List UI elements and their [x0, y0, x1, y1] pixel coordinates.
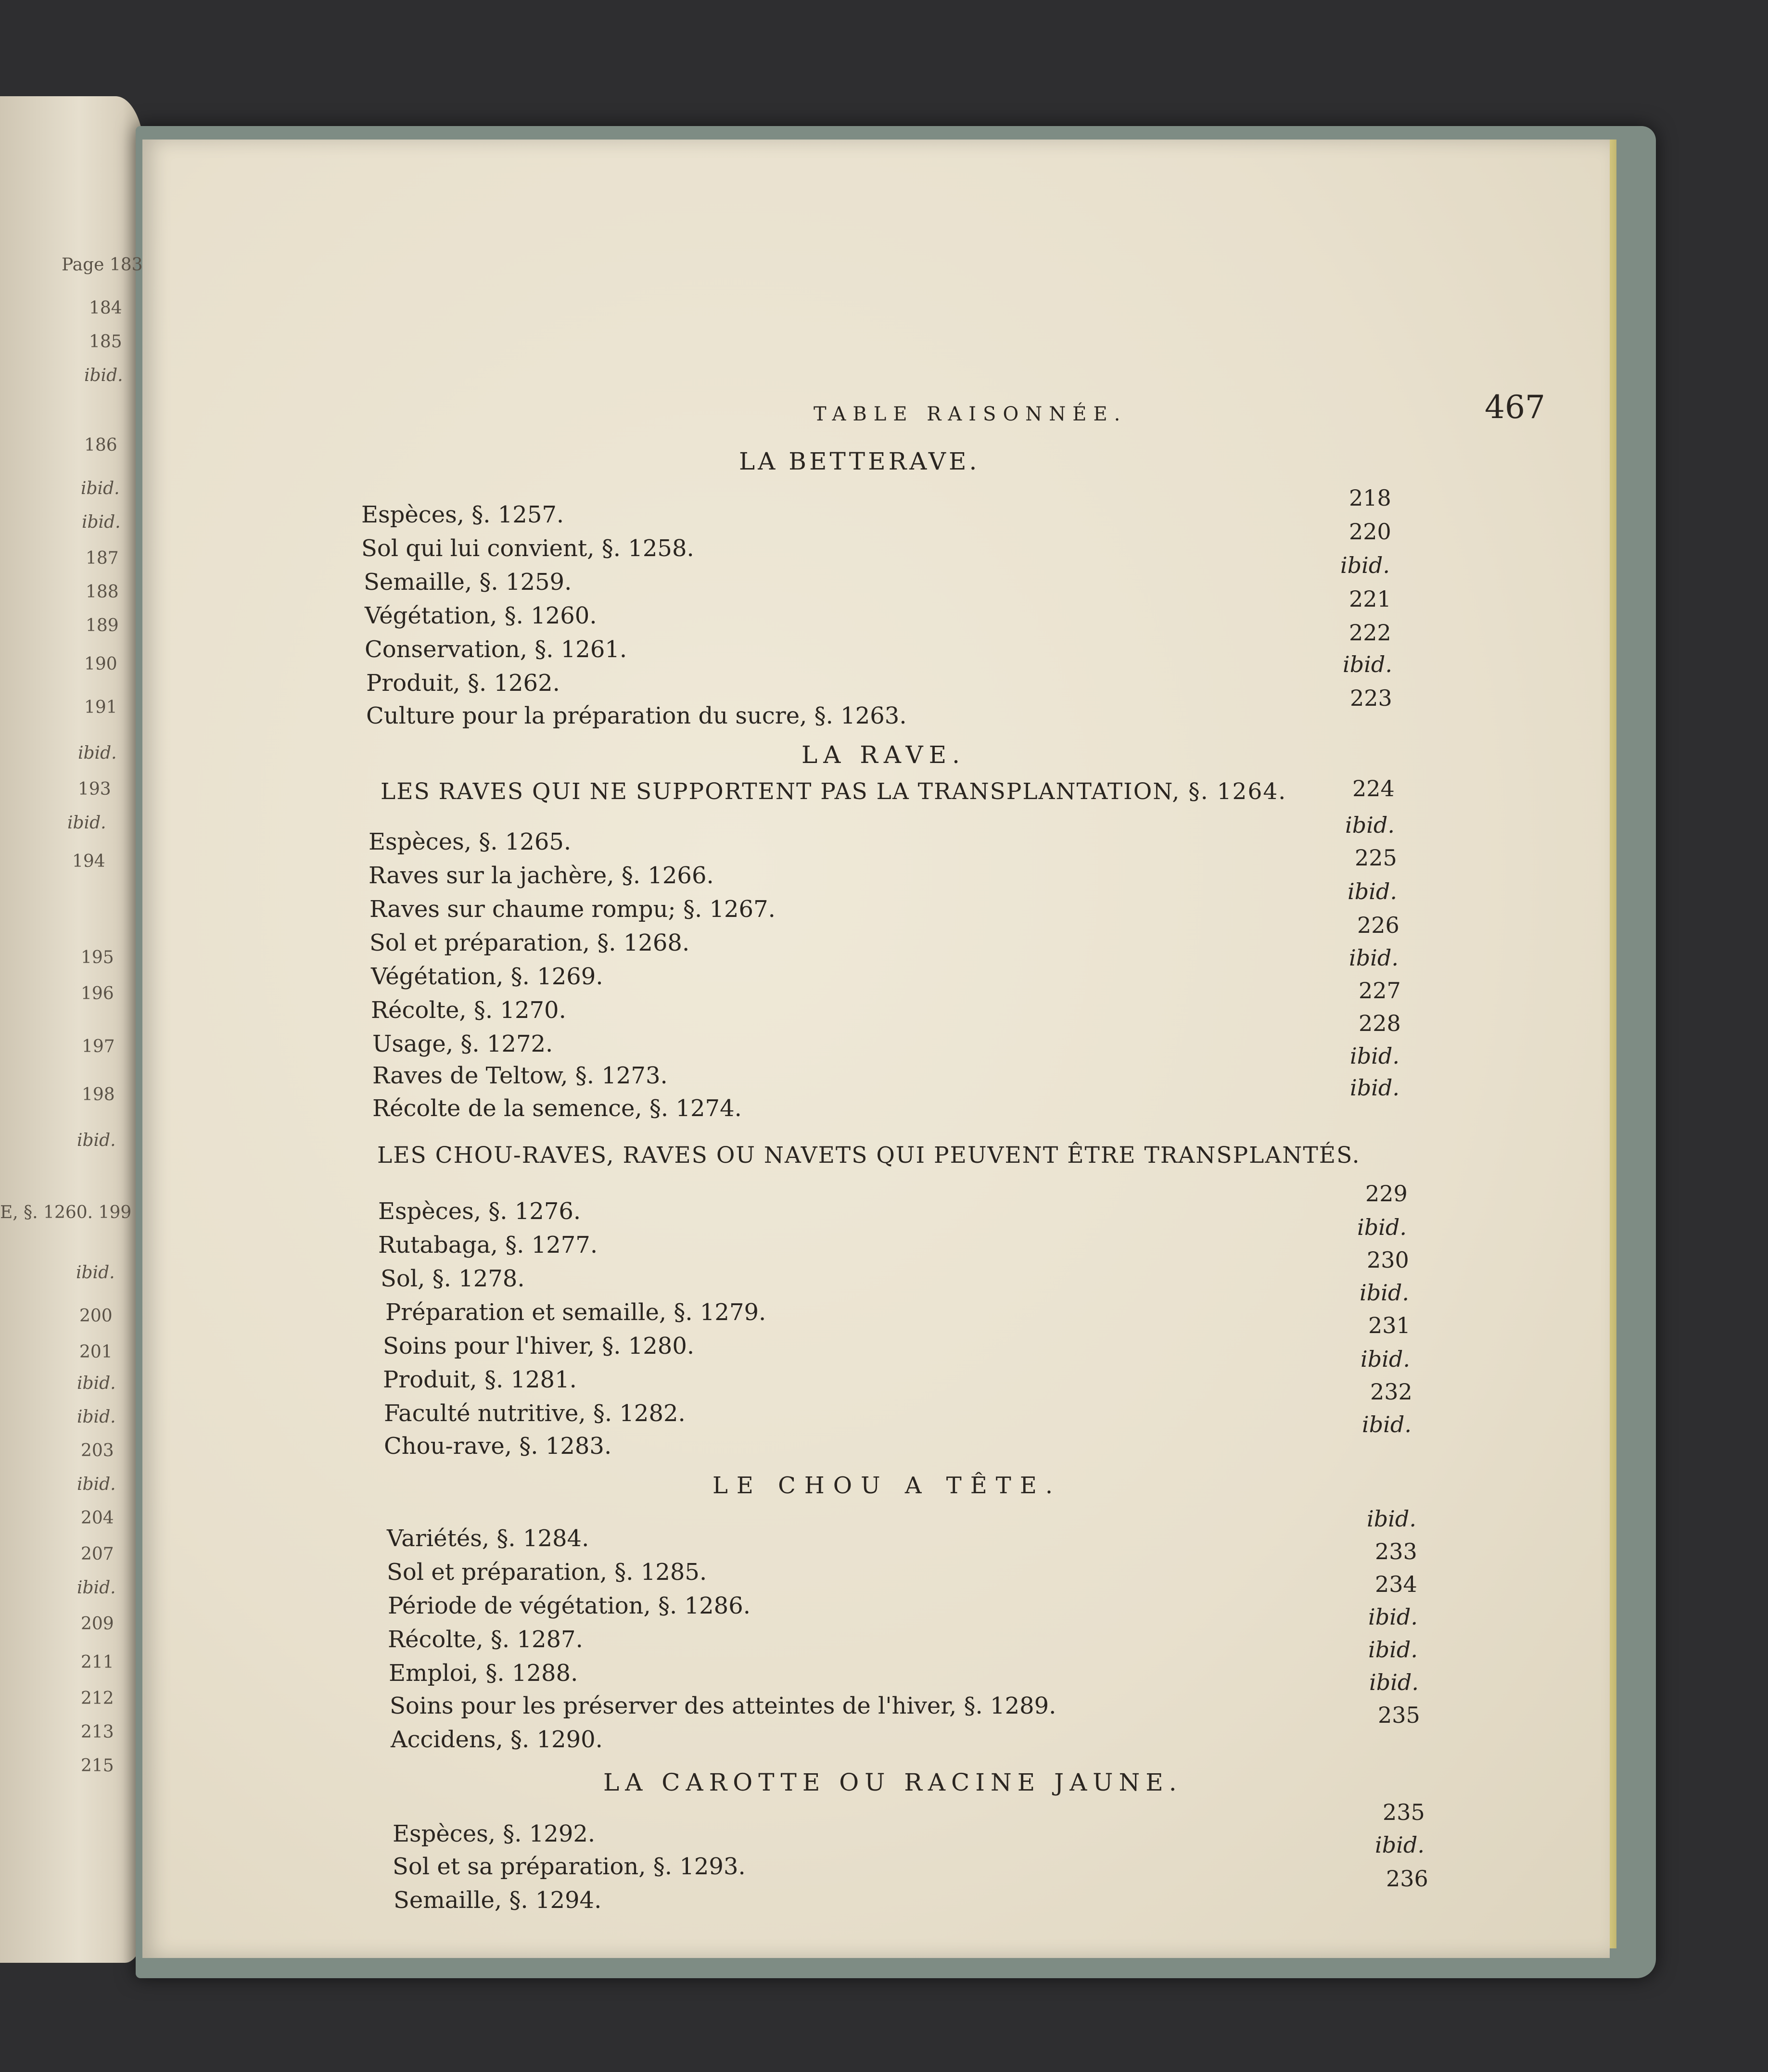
entry-page-ref: 235: [1383, 1799, 1425, 1825]
entry-page-ref: ibid.: [1368, 1604, 1418, 1630]
index-entry: Sol qui lui convient, §. 1258.: [361, 535, 694, 562]
previous-page-number: 213: [81, 1722, 114, 1742]
previous-page-number: ibid.: [77, 1131, 116, 1150]
index-entry: Récolte de la semence, §. 1274.: [372, 1095, 742, 1122]
previous-page-number: ibid.: [76, 1263, 115, 1283]
previous-page-number: 203: [81, 1441, 114, 1461]
previous-page-number: 196: [81, 984, 114, 1004]
previous-page-number: 207: [81, 1544, 114, 1564]
index-entry: Produit, §. 1262.: [366, 670, 560, 697]
previous-page-number: 201: [79, 1342, 113, 1362]
section-heading: LA CAROTTE OU RACINE JAUNE.: [603, 1768, 1183, 1796]
index-entry: Espèces, §. 1257.: [361, 501, 564, 528]
section-heading: LA BETTERAVE.: [739, 447, 980, 475]
entry-page-ref: ibid.: [1368, 1637, 1418, 1663]
section-subheading: LES RAVES QUI NE SUPPORTENT PAS LA TRANSPLANTATION, §. 1264.: [381, 778, 1287, 805]
entry-page-ref: ibid.: [1348, 878, 1397, 904]
previous-page-number: 187: [86, 548, 119, 568]
entry-page-ref: 228: [1359, 1010, 1401, 1036]
previous-page-number: 212: [81, 1689, 114, 1708]
section-heading: LE CHOU A TÊTE.: [712, 1472, 1062, 1499]
previous-page-number: Page 183: [62, 255, 143, 275]
previous-page-number: 198: [82, 1085, 115, 1105]
index-entry: Raves de Teltow, §. 1273.: [372, 1062, 668, 1089]
running-head: TABLE RAISONNÉE.: [814, 403, 1127, 425]
previous-page-number: 186: [84, 435, 117, 455]
entry-page-ref: 227: [1359, 978, 1401, 1004]
entry-page-ref: 231: [1368, 1312, 1411, 1338]
subheading-page-ref: 224: [1352, 775, 1395, 801]
previous-page-number: 209: [81, 1614, 114, 1634]
index-entry: Espèces, §. 1265.: [369, 828, 572, 855]
entry-page-ref: 232: [1370, 1379, 1412, 1405]
entry-page-ref: 235: [1378, 1702, 1420, 1728]
index-entry: Semaille, §. 1294.: [394, 1887, 602, 1914]
previous-page-number: 194: [72, 852, 105, 871]
index-entry: Variétés, §. 1284.: [387, 1525, 589, 1552]
previous-page-number: 185: [89, 332, 122, 352]
index-entry: Sol, §. 1278.: [381, 1265, 525, 1292]
index-entry: Végétation, §. 1269.: [371, 963, 603, 990]
entry-page-ref: 222: [1349, 620, 1391, 646]
previous-page-number: 189: [86, 616, 119, 636]
index-entry: Récolte, §. 1270.: [371, 997, 566, 1024]
section-heading: LES CHOU-RAVES, RAVES OU NAVETS QUI PEUVENT ÊTRE TRANSPLANTÉS.: [377, 1142, 1361, 1169]
index-entry: Sol et préparation, §. 1268.: [369, 929, 690, 956]
previous-page-number: 204: [81, 1508, 114, 1528]
index-entry: Soins pour l'hiver, §. 1280.: [383, 1333, 695, 1360]
previous-page-number: 193: [78, 779, 111, 799]
previous-page-number: ibid.: [84, 366, 123, 385]
previous-page-number: 191: [84, 698, 117, 717]
entry-page-ref: 233: [1375, 1538, 1417, 1564]
entry-page-ref: ibid.: [1360, 1280, 1409, 1306]
entry-page-ref: ibid.: [1343, 651, 1392, 677]
entry-page-ref: ibid.: [1361, 1346, 1410, 1372]
entry-page-ref: ibid.: [1369, 1669, 1419, 1695]
previous-page-number: 197: [82, 1037, 115, 1056]
index-entry: Raves sur chaume rompu; §. 1267.: [369, 896, 776, 923]
index-entry: Produit, §. 1281.: [383, 1366, 577, 1393]
previous-page-number: E, §. 1260. 199: [0, 1203, 132, 1222]
entry-page-ref: ibid.: [1375, 1832, 1425, 1858]
index-entry: Chou-rave, §. 1283.: [384, 1433, 612, 1460]
entry-page-ref: ibid.: [1340, 552, 1390, 578]
index-entry: Espèces, §. 1276.: [378, 1198, 581, 1225]
previous-page-number: 195: [81, 948, 114, 967]
entry-page-ref: 225: [1355, 845, 1397, 871]
entry-page-ref: ibid.: [1362, 1411, 1412, 1437]
previous-page-number: 211: [81, 1653, 114, 1672]
entry-page-ref: 229: [1365, 1181, 1408, 1207]
entry-page-ref: ibid.: [1350, 1043, 1399, 1069]
previous-page-number: 184: [89, 298, 122, 318]
entry-page-ref: 234: [1375, 1571, 1417, 1597]
entry-page-ref: ibid.: [1350, 1075, 1399, 1101]
previous-page-number: ibid.: [77, 1373, 116, 1393]
index-entry: Culture pour la préparation du sucre, §. 1263.: [366, 702, 907, 729]
index-entry: Espèces, §. 1292.: [393, 1820, 596, 1847]
previous-page-number: ibid.: [77, 1407, 116, 1427]
index-entry: Raves sur la jachère, §. 1266.: [369, 862, 714, 889]
entry-page-ref: 230: [1367, 1247, 1409, 1273]
index-entry: Période de végétation, §. 1286.: [388, 1592, 750, 1619]
entry-page-ref: 223: [1350, 685, 1392, 711]
entry-page-ref: 220: [1349, 519, 1391, 545]
entry-page-ref: 236: [1386, 1866, 1428, 1892]
entry-page-ref: ibid.: [1345, 812, 1395, 838]
previous-page-number: ibid.: [77, 1475, 116, 1494]
previous-page-number: 200: [79, 1306, 113, 1326]
index-entry: Récolte, §. 1287.: [388, 1626, 583, 1653]
previous-page-number: ibid.: [77, 1578, 116, 1598]
previous-page-number: 190: [84, 654, 117, 674]
previous-page-number: ibid.: [82, 512, 121, 532]
entry-page-ref: ibid.: [1357, 1214, 1407, 1240]
entry-page-ref: ibid.: [1367, 1506, 1416, 1532]
index-entry: Sol et préparation, §. 1285.: [387, 1559, 707, 1586]
page-number: 467: [1485, 389, 1545, 426]
index-entry: Rutabaga, §. 1277.: [378, 1232, 598, 1258]
previous-page-number: ibid.: [81, 479, 120, 498]
previous-page-number: 188: [86, 582, 119, 602]
index-entry: Faculté nutritive, §. 1282.: [384, 1400, 686, 1427]
index-entry: Emploi, §. 1288.: [389, 1660, 578, 1687]
entry-page-ref: ibid.: [1349, 945, 1399, 971]
index-entry: Usage, §. 1272.: [372, 1030, 553, 1057]
entry-page-ref: 218: [1349, 485, 1391, 511]
index-entry: Conservation, §. 1261.: [365, 636, 627, 663]
index-entry: Végétation, §. 1260.: [365, 602, 597, 629]
previous-page-number: 215: [81, 1756, 114, 1776]
entry-page-ref: 221: [1349, 586, 1391, 612]
index-entry: Semaille, §. 1259.: [364, 569, 572, 596]
entry-page-ref: 226: [1357, 912, 1399, 938]
previous-page-number: ibid.: [67, 813, 106, 833]
index-entry: Soins pour les préserver des atteintes de l'hiver, §. 1289.: [390, 1692, 1056, 1719]
book-page: [142, 140, 1610, 1958]
index-entry: Sol et sa préparation, §. 1293.: [393, 1853, 746, 1880]
section-heading: LA RAVE.: [801, 741, 966, 769]
index-entry: Préparation et semaille, §. 1279.: [385, 1299, 766, 1326]
previous-page-number: ibid.: [78, 743, 117, 763]
index-entry: Accidens, §. 1290.: [391, 1726, 603, 1753]
